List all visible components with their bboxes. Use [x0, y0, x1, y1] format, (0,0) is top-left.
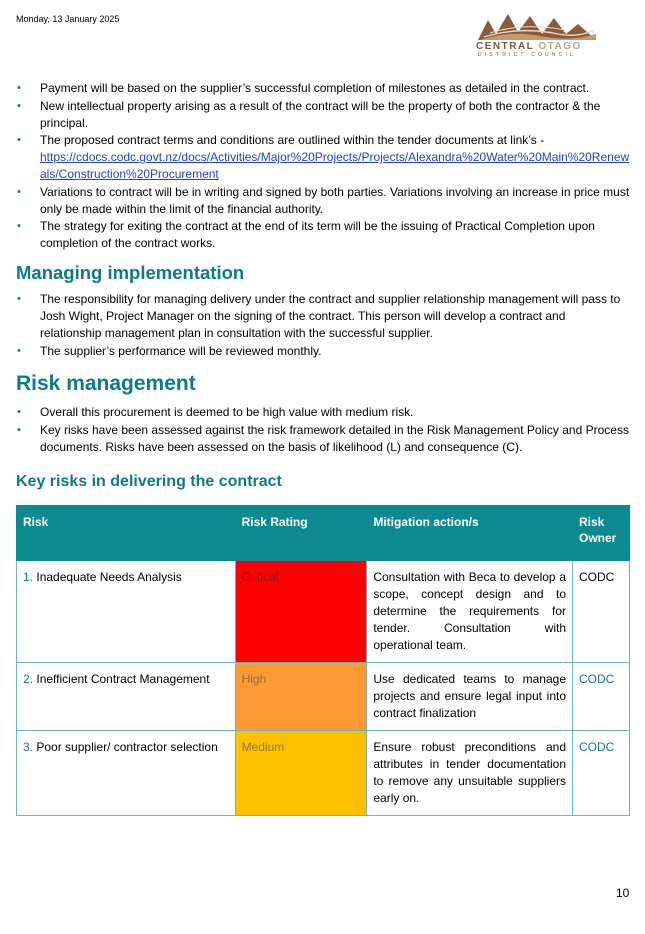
- list-item: • Variations to contract will be in writing and signed by both parties. Variations involving an increase in price must only be made within the limit of the financial authority.: [17, 184, 630, 216]
- list-item: • The supplier’s performance will be reviewed monthly.: [17, 343, 322, 358]
- risk-cell: 3. Poor supplier/ contractor selection: [17, 730, 236, 815]
- key-risks-heading: Key risks in delivering the contract: [16, 472, 282, 490]
- bullet-icon: •: [17, 134, 21, 147]
- column-header-risk-rating: Risk Rating: [235, 505, 367, 560]
- bullet-icon: •: [17, 405, 21, 418]
- bullet-icon: •: [17, 99, 21, 112]
- column-header-risk-owner: Risk Owner: [573, 505, 630, 560]
- logo-text: CENTRAL OTAGO: [476, 41, 582, 52]
- column-header-risk: Risk: [17, 505, 236, 560]
- mitigation-cell: Use dedicated teams to manage projects and ensure legal input into contract finalization: [367, 662, 573, 730]
- bullet-icon: •: [17, 344, 21, 357]
- list-item: • The responsibility for managing delivery under the contract and supplier relationship management will pass to Josh Wight, Project Manager on the signing of the contract. This person will develop a contract and relationship management plan in consultation with the successful supplier.: [17, 292, 621, 341]
- managing-implementation-heading: Managing implementation: [16, 262, 245, 284]
- risk-owner-cell: CODC: [573, 730, 630, 815]
- risk-cell: 2. Inefficient Contract Management: [17, 662, 236, 730]
- list-item: • New intellectual property arising as a result of the contract will be the property of both the contractor & the principal.: [17, 98, 601, 130]
- risk-bullet-list: [16, 404, 630, 456]
- table-row: [17, 560, 630, 662]
- bullet-icon: •: [17, 423, 21, 436]
- row-number: 3.: [23, 739, 34, 754]
- bullet-icon: •: [17, 220, 21, 233]
- managing-bullet-list: [16, 291, 630, 360]
- list-item: • The proposed contract terms and conditions are outlined within the tender documents at link’s - https://cdocs.codc.govt.nz/docs/Activities/Major%20Projects/Projects/Alexandra%20Water%20Main%20Renewals/Construction%20Procurement: [17, 133, 630, 182]
- key-risks-table: [16, 505, 630, 816]
- risk-owner-cell: CODC: [573, 560, 630, 662]
- table-row: [17, 662, 630, 730]
- table-header-row: [17, 505, 630, 560]
- risk-cell: 1. Inadequate Needs Analysis: [17, 560, 236, 662]
- tender-documents-link[interactable]: https://cdocs.codc.govt.nz/docs/Activities/Major%20Projects/Projects/Alexandra%20Water%20Main%20Renewals/Construction%20Procurement: [40, 150, 630, 182]
- row-number: 2.: [23, 671, 34, 686]
- column-header-mitigation: Mitigation action/s: [367, 505, 573, 560]
- page-date: Monday, 13 January 2025: [16, 14, 120, 24]
- page-number: 10: [616, 886, 630, 900]
- page-content: [16, 80, 630, 816]
- list-item: • Payment will be based on the supplier’s successful completion of milestones as detailed in the contract.: [17, 81, 590, 95]
- risk-management-heading: Risk management: [16, 371, 196, 395]
- bullet-icon: •: [17, 293, 21, 306]
- list-item: • The strategy for exiting the contract at the end of its term will be the issuing of Practical Completion upon completion of the contract works.: [17, 219, 595, 251]
- list-item: • Key risks have been assessed against the risk framework detailed in the Risk Management Policy and Process documents. Risks have been assessed on the basis of likelihood (L) and consequence (C).: [17, 422, 629, 454]
- bullet-icon: •: [17, 185, 21, 198]
- mitigation-cell: Ensure robust preconditions and attributes in tender documentation to remove any unsuitable suppliers early on.: [367, 730, 573, 815]
- mitigation-cell: Consultation with Beca to develop a scope, concept design and to determine the requirements for tender. Consultation with operational team.: [367, 560, 573, 662]
- list-item: • Overall this procurement is deemed to be high value with medium risk.: [17, 404, 414, 419]
- intro-bullet-list: [16, 80, 630, 252]
- row-number: 1.: [23, 569, 34, 584]
- risk-rating-high: High: [235, 662, 367, 730]
- logo-subtext: DISTRICT COUNCIL: [478, 52, 577, 58]
- risk-rating-medium: Medium: [235, 730, 367, 815]
- risk-rating-critical: Critical: [235, 560, 367, 662]
- table-row: [17, 730, 630, 815]
- bullet-icon: •: [17, 82, 21, 94]
- risk-owner-cell: CODC: [573, 662, 630, 730]
